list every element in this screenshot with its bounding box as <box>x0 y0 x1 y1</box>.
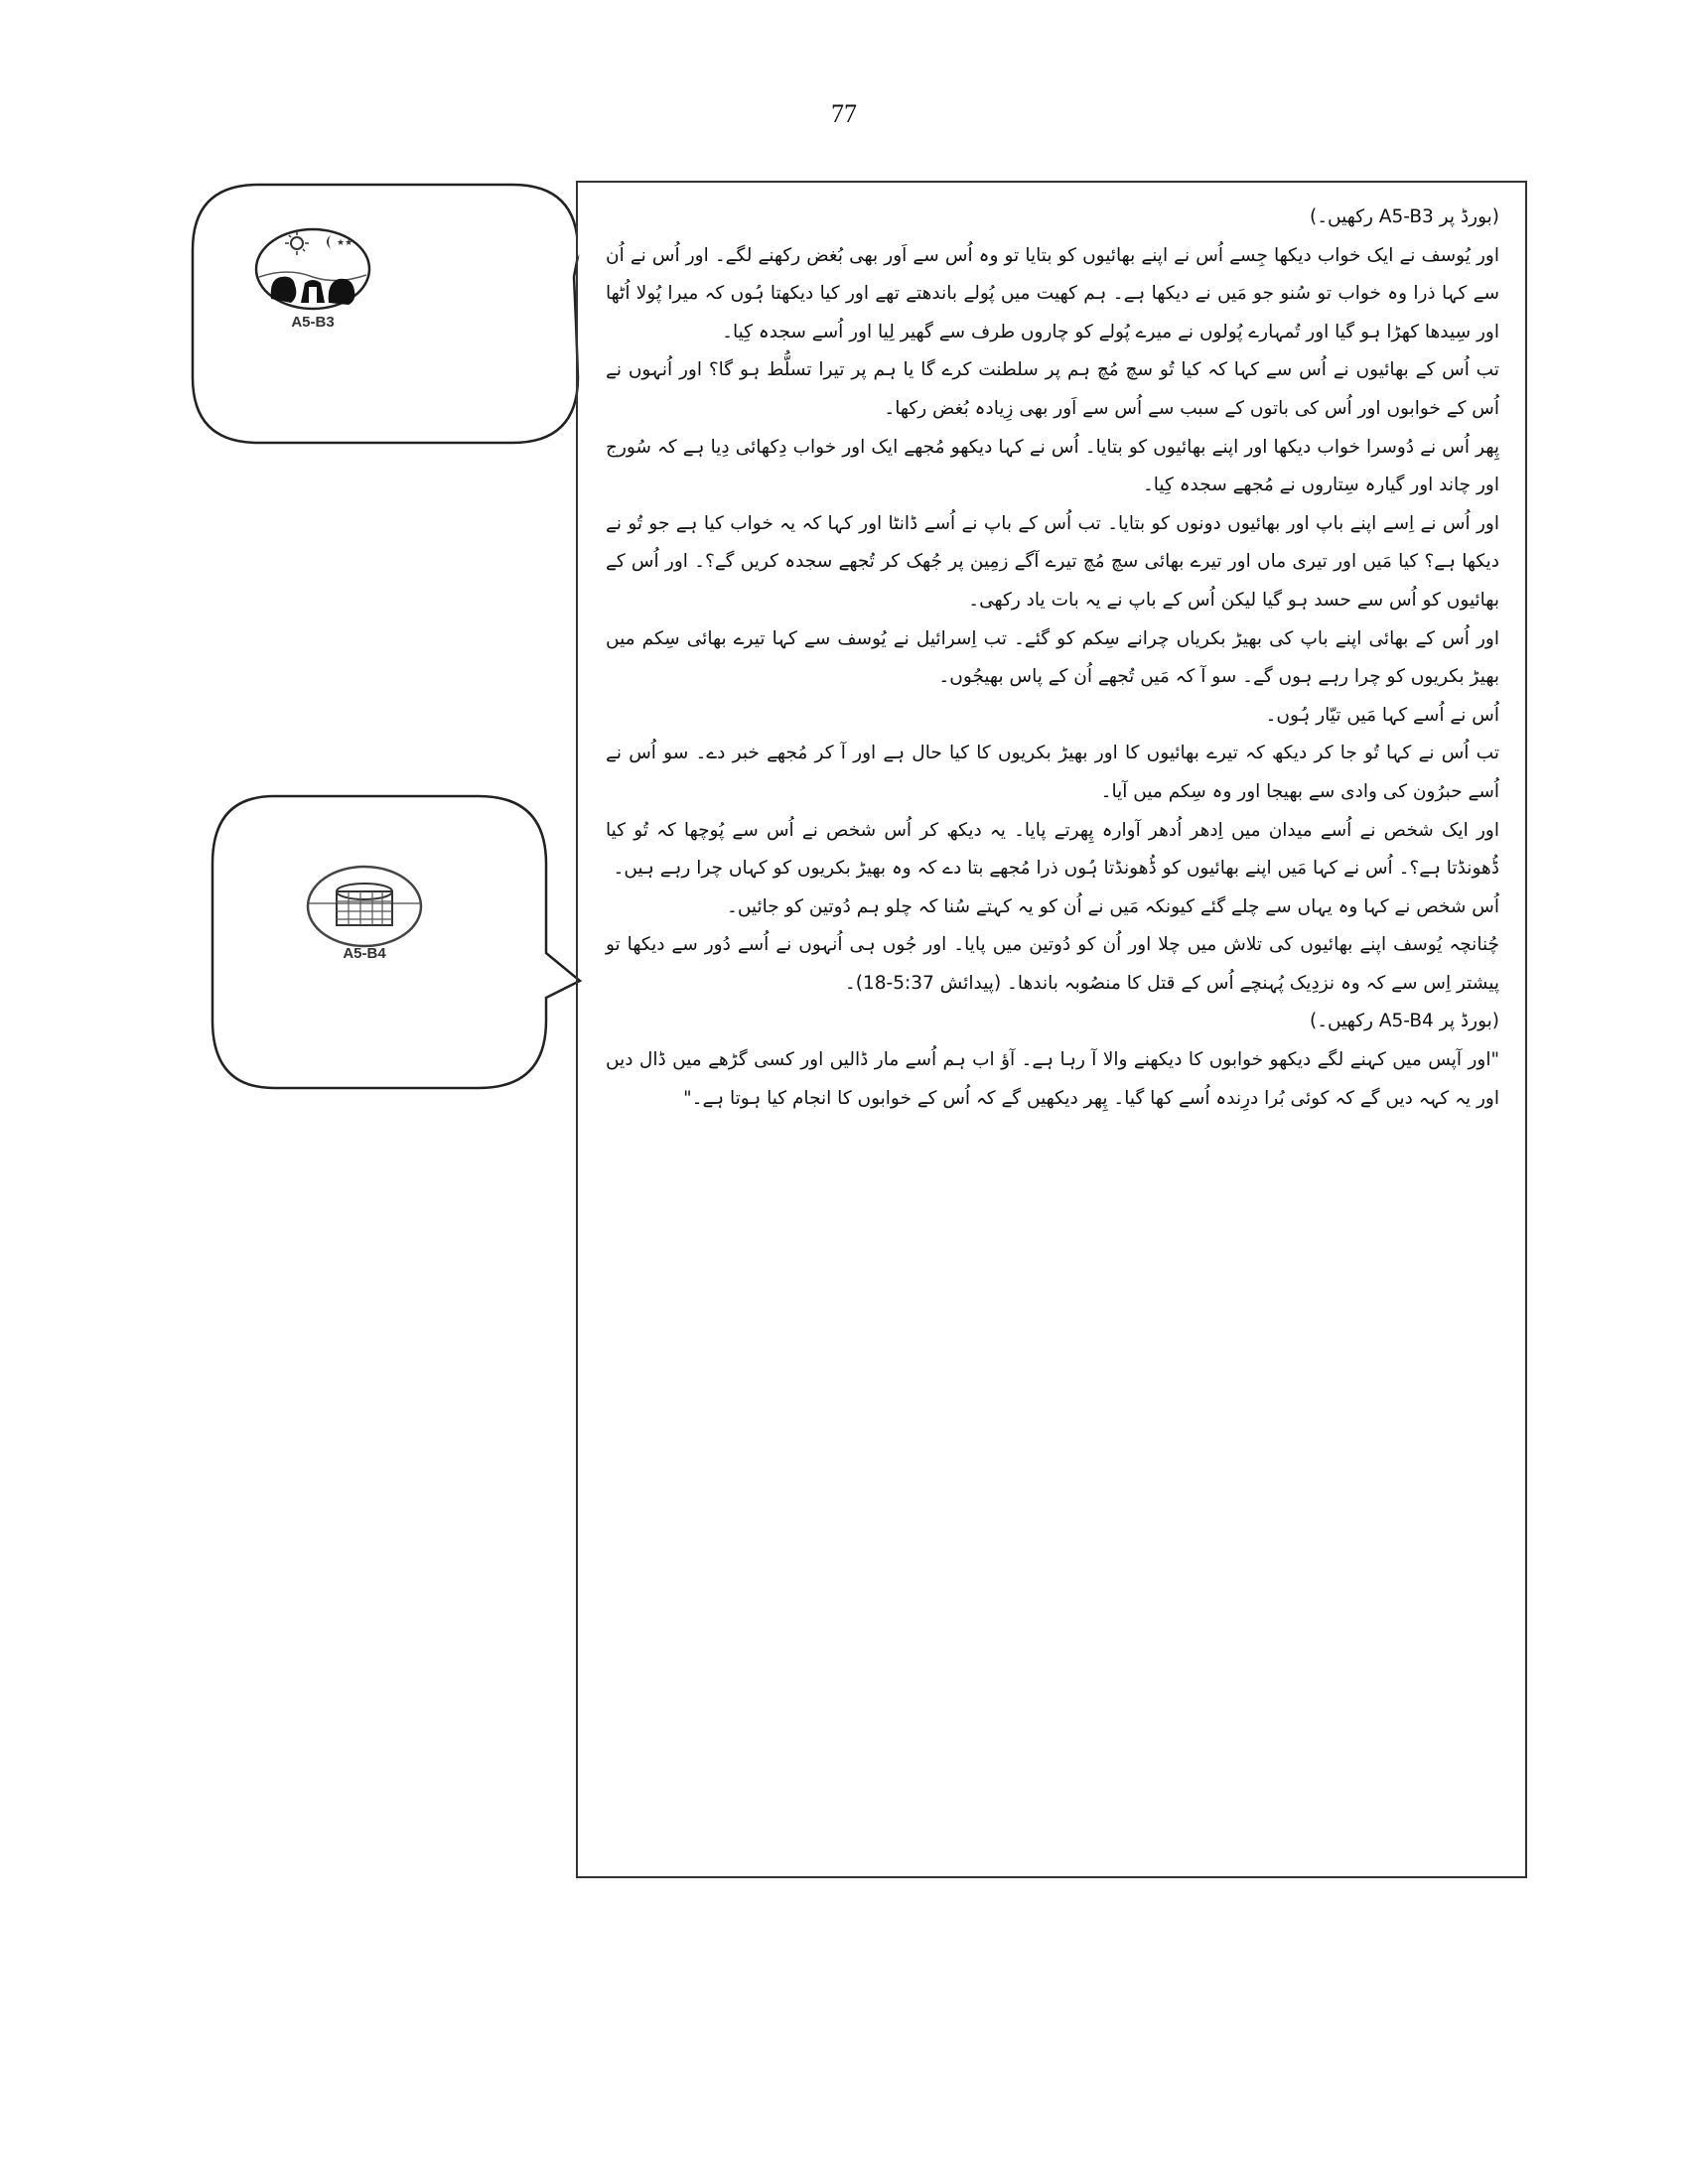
paragraph: اُس نے اُسے کہا مَیں تیّار ہُوں۔ <box>1265 704 1499 726</box>
page-number: 77 <box>831 99 857 128</box>
paragraph: تب اُس نے کہا تُو جا کر دیکھ کہ تیرے بھائیوں کا اور بھیڑ بکریوں کا کیا حال ہے اور آ کر مُجھے خبر دے۔ سو اُس نے اُسے حبرُون کی وادی سے بھیجا اور وہ سِکم میں آیا۔ <box>606 743 1499 802</box>
paragraph: اور اُس نے اِسے اپنے باپ اور بھائیوں دونوں کو بتایا۔ تب اُس کے باپ نے اُسے ڈانٹا اور کہا کہ یہ خواب کیا ہے جو تُو نے دیکھا ہے؟ کیا مَیں اور تیری ماں اور تیرے بھائی سچ مُچ تیرے آگے زمِین پر جُھک کر تُجھے سجدہ کریں گے؟۔ اور اُس کے بھائیوں کو اُس سے حسد ہو گیا لیکن اُس کے باپ نے یہ بات یاد رکھی۔ <box>606 512 1499 611</box>
callout-a5-b4 <box>211 794 588 1092</box>
paragraph: "اور آپس میں کہنے لگے دیکھو خوابوں کا دیکھنے والا آ رہا ہے۔ آؤ اب ہم اُسے مار ڈالیں اور کسی گڑھے میں ڈال دیں اور یہ کہہ دیں گے کہ کوئی بُرا درِندہ اُسے کھا گیا۔ پِھر دیکھیں گے کہ اُس کے خوابوں کا انجام کیا ہوتا ہے۔" <box>606 1049 1499 1109</box>
sun-moon-stars-and-sheaves-icon <box>253 227 372 312</box>
paragraph: پِھر اُس نے دُوسرا خواب دیکھا اور اپنے بھائیوں کو بتایا۔ اُس نے کہا دیکھو مُجھے ایک اور خواب دِکھائی دِیا ہے کہ سُورج اور چاند اور گیارہ سِتاروں نے مُجھے سجدہ کِیا۔ <box>606 436 1499 496</box>
urdu-text-body <box>606 199 1499 1118</box>
board-instruction: (بورڈ پر A5-B3 رکھیں۔) <box>1310 206 1499 227</box>
board-instruction: (بورڈ پر A5-B4 رکھیں۔) <box>1310 1011 1499 1032</box>
paragraph: اور یُوسف نے ایک خواب دیکھا جِسے اُس نے اپنے بھائیوں کو بتایا تو وہ اُس سے اَور بھی بُغض رکھنے لگے۔ اور اُس نے اُن سے کہا ذرا وہ خواب تو سُنو جو مَیں نے دیکھا ہے۔ ہم کھیت میں پُولے باندھتے تھے اور کیا دیکھتا ہُوں کہ میرا پُولا اُٹھا اور سِیدھا کھڑا ہو گیا اور تُمہارے پُولوں نے میرے پُولے کو چاروں طرف سے گھیر لِیا اور اُسے سجدہ کِیا۔ <box>606 244 1499 342</box>
speech-bubble-tail <box>189 183 586 446</box>
callout-a5-b3 <box>189 183 586 446</box>
callout-label: A5-B3 <box>291 314 335 331</box>
paragraph: اور اُس کے بھائی اپنے باپ کی بھیڑ بکریاں چرانے سِکم کو گئے۔ تب اِسرائیل نے یُوسف سے کہا تیرے بھائی سِکم میں بھیڑ بکریوں کو چرا رہے ہوں گے۔ سو آ کہ مَیں تُجھے اُن کے پاس بھیجُوں۔ <box>606 627 1499 688</box>
svg-text:★★: ★★ <box>337 238 353 248</box>
cistern-well-icon <box>305 862 424 951</box>
paragraph: اُس شخص نے کہا وہ یہاں سے چلے گئے کیونکہ مَیں نے اُن کو یہ کہتے سُنا کہ چلو ہم دُوتین کو جائیں۔ <box>726 895 1499 917</box>
paragraph: تب اُس کے بھائیوں نے اُس سے کہا کہ کیا تُو سچ مُچ ہم پر سلطنت کرے گا یا ہم پر تیرا تسلُّط ہو گا؟ اور اُنہوں نے اُس کے خوابوں اور اُس کی باتوں کے سبب سے اُس سے اَور بھی زِیادہ بُغض رکھا۔ <box>606 359 1499 419</box>
paragraph: اور ایک شخص نے اُسے میدان میں اِدھر اُدھر آوارہ پِھرتے پایا۔ یہ دیکھ کر اُس شخص نے اُس سے پُوچھا کہ تُو کیا ڈُھونڈتا ہے؟۔ اُس نے کہا مَیں اپنے بھائیوں کو ڈُھونڈتا ہُوں ذرا مُجھے بتا دے کہ وہ بھیڑ بکریوں کو کہاں چرا رہے ہیں۔ <box>606 819 1499 880</box>
paragraph: چُنانچہ یُوسف اپنے بھائیوں کی تلاش میں چلا اور اُن کو دُوتین میں پایا۔ اور جُوں ہی اُنہوں نے اُسے دُور سے دیکھا تو پیشتر اِس سے کہ وہ نزدِیک پُہنچے اُس کے قتل کا منصُوبہ باندھا۔ (پیدائش 5:37-18)۔ <box>606 934 1499 994</box>
callout-label: A5-B4 <box>343 945 386 962</box>
